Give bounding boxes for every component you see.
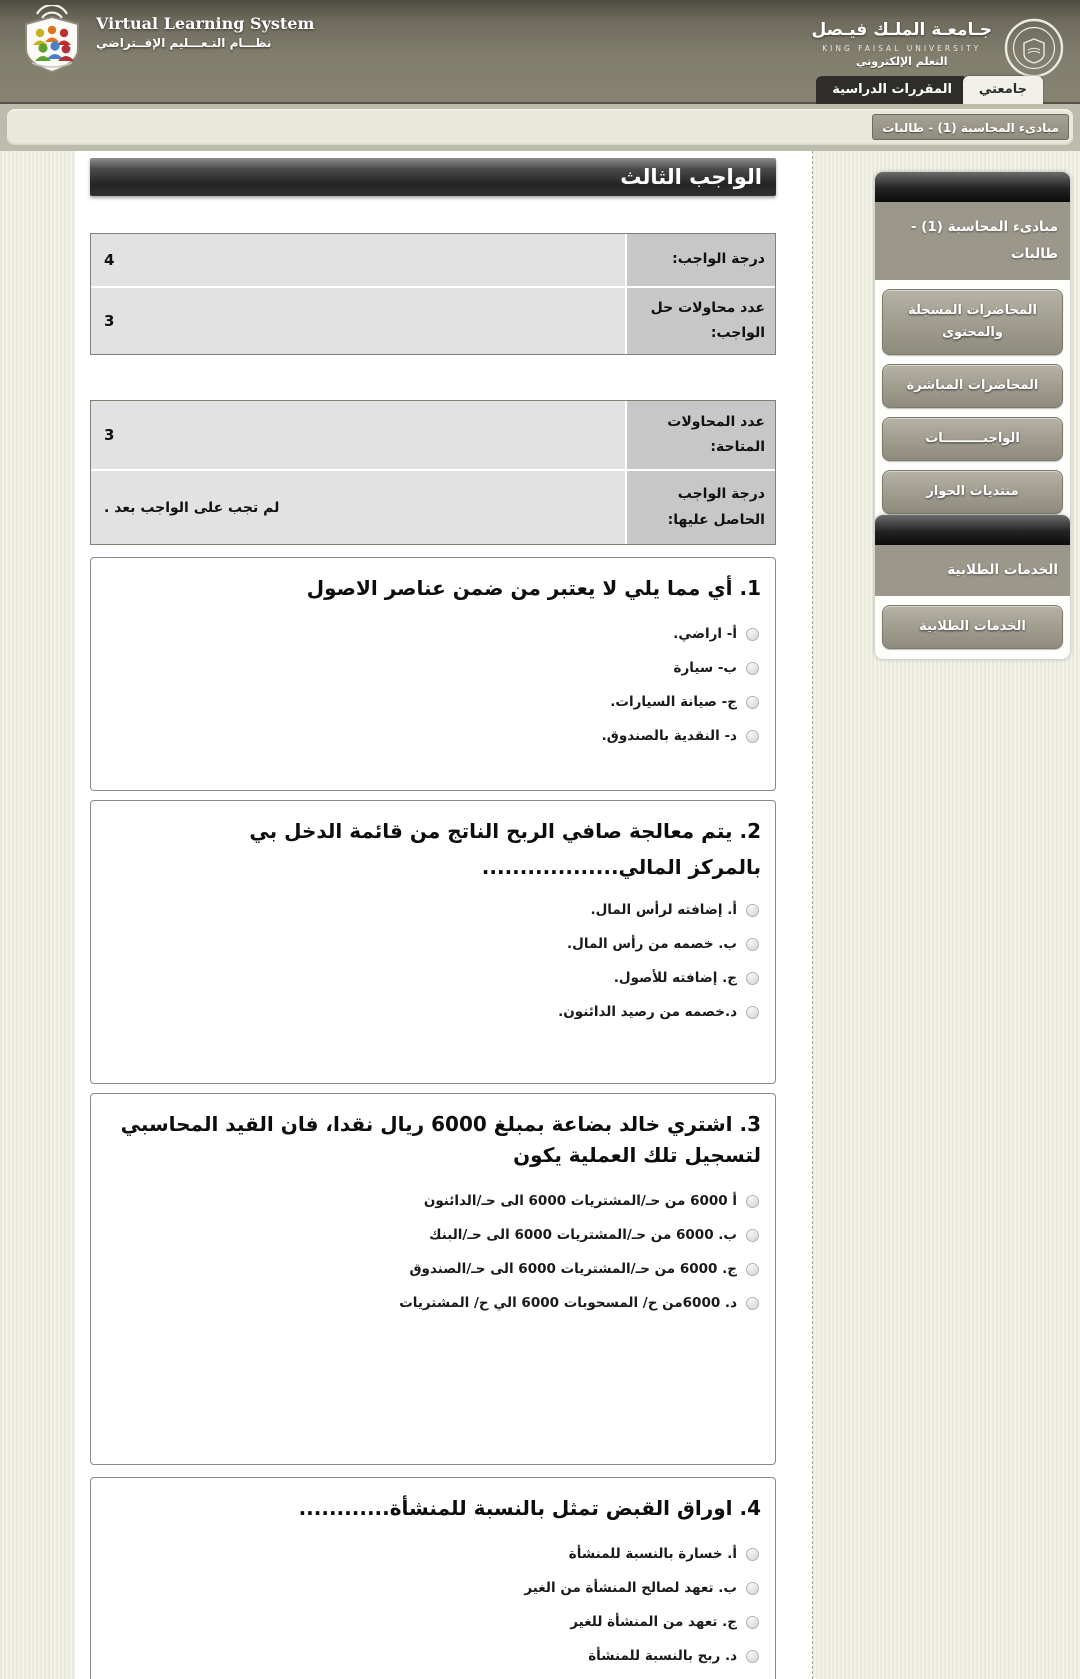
- option-label[interactable]: ب- سيارة: [673, 659, 737, 676]
- option-label[interactable]: أ 6000 من حـ/المشتريات 6000 الى حـ/الدائنون: [423, 1193, 737, 1209]
- assignment-summary-table: [90, 233, 776, 355]
- option-label[interactable]: د- النقدية بالصندوق.: [601, 727, 737, 744]
- question-card-2: [90, 800, 776, 1084]
- radio-button[interactable]: [746, 696, 759, 709]
- live-lectures-button[interactable]: المحاضرات المباشرة: [882, 364, 1063, 408]
- answer-option: [91, 693, 775, 712]
- tab-my-university[interactable]: جامعتي: [963, 76, 1043, 104]
- radio-button[interactable]: [746, 1297, 759, 1310]
- assignment-attempts-value: 3: [91, 288, 625, 354]
- radio-button[interactable]: [746, 1616, 759, 1629]
- option-label[interactable]: د. 6000من ح/ المسحوبات 6000 الي ح/ المشتريات: [399, 1294, 737, 1311]
- answer-option: [91, 1545, 775, 1564]
- services-panel-title: الخدمات الطلابية: [875, 545, 1070, 596]
- course-menu-buttons: [875, 280, 1070, 516]
- table-row: [91, 471, 775, 544]
- radio-button[interactable]: [746, 1548, 759, 1561]
- vls-logo-icon: [16, 5, 88, 77]
- option-label[interactable]: د.خصمه من رصيد الدائنون.: [558, 1003, 737, 1020]
- table-row: [91, 288, 775, 354]
- option-label[interactable]: ج. إضافته للأصول.: [613, 969, 737, 986]
- assignments-button[interactable]: الواجبـــــــــات: [882, 417, 1063, 461]
- services-buttons: [875, 596, 1070, 651]
- option-label[interactable]: ب. 6000 من حـ/المشتريات 6000 الى حـ/البنك: [429, 1226, 737, 1243]
- assignment-grade-value: 4: [91, 234, 625, 286]
- answer-option: [91, 1260, 775, 1279]
- answer-option: [91, 901, 775, 920]
- answer-option: [91, 1579, 775, 1598]
- radio-button[interactable]: [746, 730, 759, 743]
- option-label[interactable]: أ- اراضي.: [673, 626, 737, 642]
- answer-option: [91, 1647, 775, 1666]
- question-card-1: [90, 557, 776, 791]
- page-title: الواجب الثالث: [90, 158, 776, 196]
- panel-header-bar: [875, 515, 1070, 545]
- option-label[interactable]: ج- صيانة السيارات.: [610, 693, 737, 710]
- course-panel-title: مبادىء المحاسبة (1) - طالبات: [875, 202, 1070, 280]
- question-title: 2. يتم معالجة صافي الربح الناتج من قائمة الدخل بي: [249, 819, 761, 843]
- breadcrumb-course-badge[interactable]: مبادىء المحاسبة (1) - طالبات: [872, 114, 1069, 140]
- recorded-lectures-button[interactable]: المحاضرات المسجلة والمحتوى: [882, 289, 1063, 355]
- question-title: 1. أي مما يلي لا يعتبر من ضمن عناصر الاصول: [306, 576, 761, 600]
- student-services-panel: [875, 515, 1070, 659]
- answer-option: [91, 935, 775, 954]
- available-attempts-value: 3: [91, 401, 625, 469]
- question-title: 3. اشتري خالد بضاعة بمبلغ 6000 ريال نقدا، فان القيد المحاسبي لتسجيل تلك العملية يكون: [120, 1112, 761, 1167]
- breadcrumb: [0, 104, 1080, 151]
- assignment-attempts-label: عدد محاولات حل الواجب:: [627, 288, 775, 354]
- assignment-grade-label: درجة الواجب:: [627, 234, 775, 286]
- question-title: 4. اوراق القبض تمثل بالنسبة للمنشأة............: [298, 1496, 761, 1520]
- option-label[interactable]: أ. خسارة بالنسبة للمنشأة: [568, 1546, 737, 1562]
- breadcrumb-track: [7, 109, 1073, 145]
- vls-subtitle: نظـــام التـعـــليم الإفــتراضي: [96, 36, 272, 50]
- university-tagline: التعلم الإلكتروني: [856, 55, 948, 68]
- radio-button[interactable]: [746, 904, 759, 917]
- option-label[interactable]: ب. تعهد لصالح المنشأة من الغير: [524, 1579, 737, 1596]
- radio-button[interactable]: [746, 938, 759, 951]
- radio-button[interactable]: [746, 1582, 759, 1595]
- question-card-4: [90, 1477, 776, 1679]
- university-name-en: KING FAISAL UNIVERSITY: [822, 44, 982, 53]
- radio-button[interactable]: [746, 1006, 759, 1019]
- option-label[interactable]: أ. إضافته لرأس المال.: [590, 902, 737, 918]
- forums-button[interactable]: منتديات الحوار: [882, 470, 1063, 514]
- course-menu-panel: [875, 172, 1070, 524]
- option-label[interactable]: ج. 6000 من حـ/المشتريات 6000 الى حـ/الصندوق: [409, 1260, 737, 1277]
- answer-option: [91, 1613, 775, 1632]
- university-name-ar: جـامعـة الملـك فيـصل: [811, 20, 992, 40]
- obtained-grade-value: لم تجب على الواجب بعد .: [91, 471, 625, 544]
- radio-button[interactable]: [746, 628, 759, 641]
- university-branding: [811, 16, 1066, 80]
- answer-option: [91, 659, 775, 678]
- main-content: [75, 151, 813, 1679]
- tab-bar: [0, 75, 1080, 104]
- attempt-status-table: [90, 400, 776, 545]
- answer-option: [91, 1226, 775, 1245]
- panel-header-bar: [875, 172, 1070, 202]
- obtained-grade-label: درجة الواجب الحاصل عليها:: [627, 471, 775, 544]
- question-card-3: [90, 1093, 776, 1465]
- available-attempts-label: عدد المحاولات المتاحة:: [627, 401, 775, 469]
- vls-title: Virtual Learning System: [96, 14, 315, 33]
- university-seal-icon: [1002, 16, 1066, 80]
- question-title-line2: ..................بالمركز المالي: [481, 855, 761, 879]
- radio-button[interactable]: [746, 1229, 759, 1242]
- answer-option: [91, 727, 775, 746]
- answer-option: [91, 1003, 775, 1022]
- answer-option: [91, 1294, 775, 1313]
- radio-button[interactable]: [746, 1650, 759, 1663]
- student-services-button[interactable]: الخدمات الطلابية: [882, 605, 1063, 649]
- tab-courses[interactable]: المقررات الدراسية: [816, 76, 968, 104]
- table-row: [91, 234, 775, 288]
- radio-button[interactable]: [746, 1195, 759, 1208]
- option-label[interactable]: ج. تعهد من المنشأة للغير: [570, 1613, 737, 1630]
- radio-button[interactable]: [746, 662, 759, 675]
- table-row: [91, 401, 775, 471]
- answer-option: [91, 1192, 775, 1211]
- answer-option: [91, 969, 775, 988]
- option-label[interactable]: د. ربح بالنسبة للمنشأة: [588, 1647, 737, 1664]
- option-label[interactable]: ب. خصمه من رأس المال.: [567, 935, 737, 952]
- radio-button[interactable]: [746, 1263, 759, 1276]
- radio-button[interactable]: [746, 972, 759, 985]
- answer-option: [91, 625, 775, 644]
